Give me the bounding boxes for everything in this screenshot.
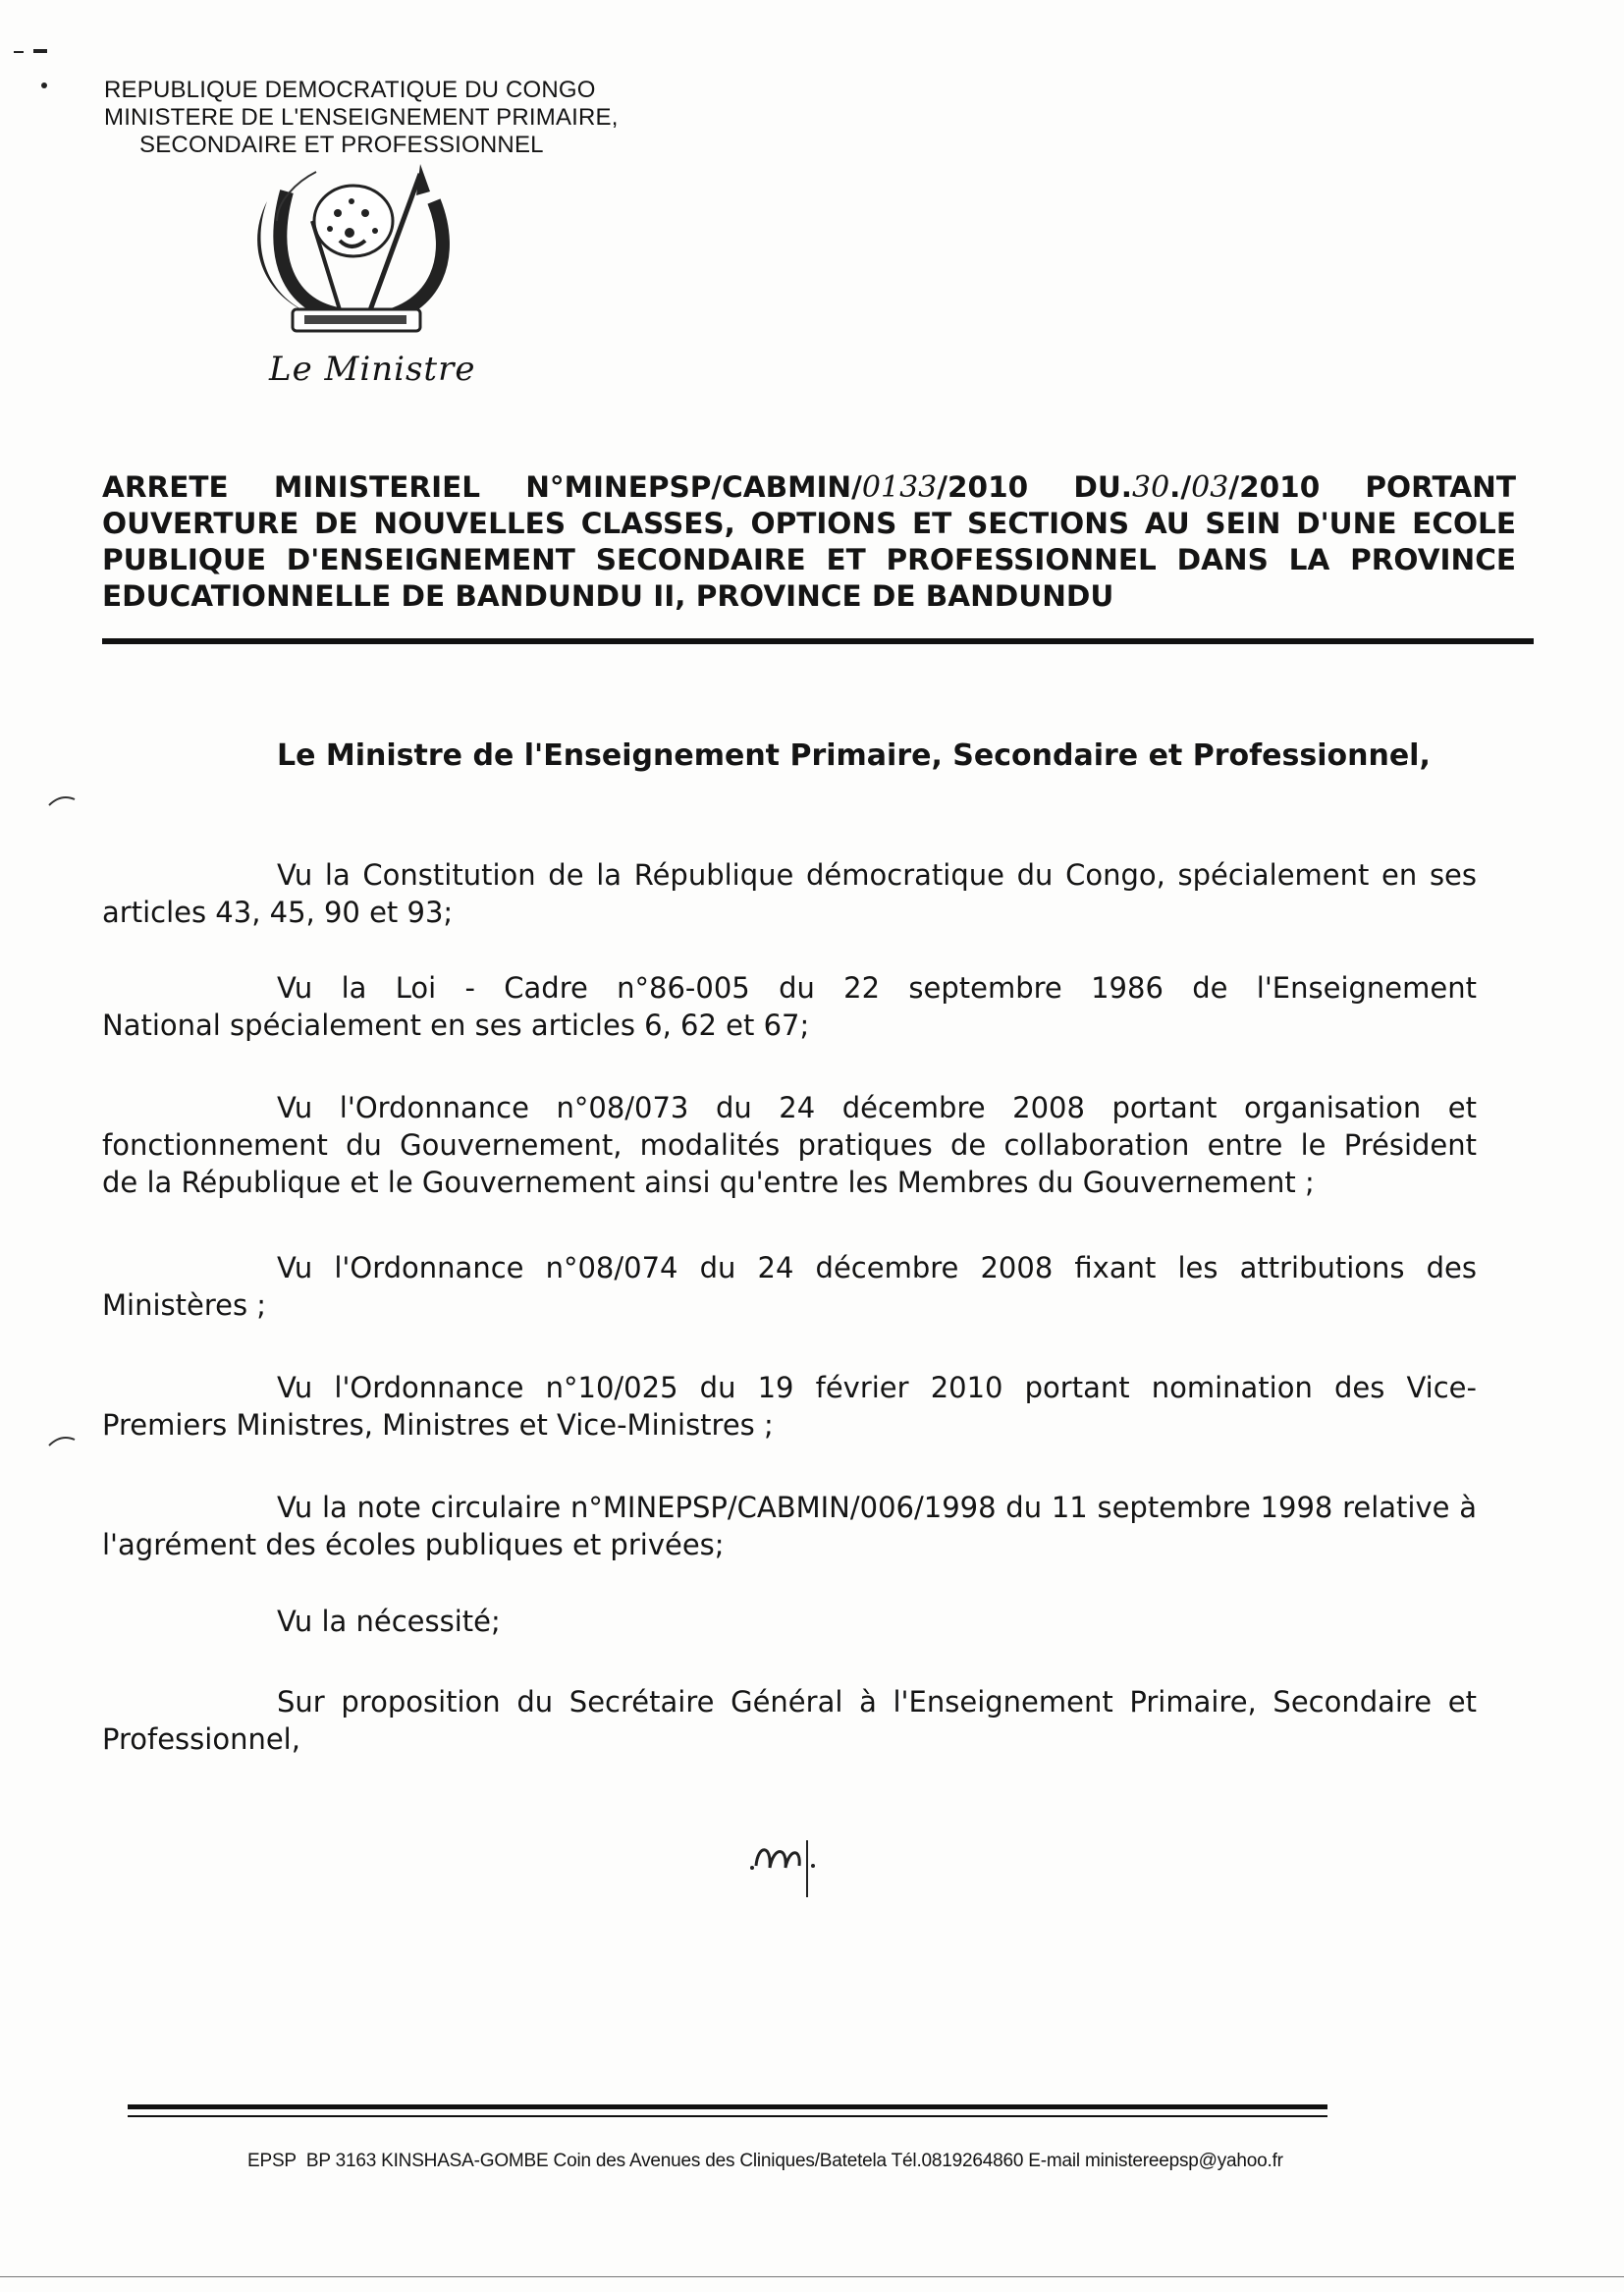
para-line: National spécialement en ses articles 6, 62 et 67; [102, 1009, 810, 1042]
para-line: articles 43, 45, 90 et 93; [102, 896, 454, 929]
para-line: Vu la Loi - Cadre n°86-005 du 22 septembre 1986 de l'Enseignement [277, 971, 1477, 1005]
decree-day-handwritten: 30 [1131, 470, 1170, 505]
para-line: Professionnel, [102, 1722, 300, 1756]
footer-address [247, 2151, 1283, 2172]
considerant-ordonnance-025 [102, 1369, 1477, 1444]
considerant-necessite [102, 1603, 1477, 1640]
para-line: Vu la note circulaire n°MINEPSP/CABMIN/006/1998 du 11 septembre 1998 relative à [277, 1491, 1477, 1524]
decree-title-line: PUBLIQUE D'ENSEIGNEMENT SECONDAIRE ET PROFESSIONNEL DANS LA PROVINCE [102, 543, 1516, 576]
considerant-loi-cadre [102, 969, 1477, 1044]
decree-ref-prefix: ARRETE MINISTERIEL N°MINEPSP/CABMIN/ [102, 470, 862, 504]
considerant-constitution [102, 856, 1477, 931]
footer-contact: BP 3163 KINSHASA-GOMBE Coin des Avenues des Cliniques/Batetela Tél.0819264860 E-mail ministereepsp@yahoo.fr [305, 2151, 1283, 2171]
para-line: Sur proposition du Secrétaire Général à l'Enseignement Primaire, Secondaire et [277, 1685, 1477, 1719]
decree-title-line [102, 469, 1516, 506]
title-divider [102, 638, 1534, 644]
para-line: fonctionnement du Gouvernement, modalités pratiques de collaboration entre le Président [102, 1128, 1477, 1162]
footer-prefix: EPSP [247, 2151, 297, 2171]
para-line: de la République et le Gouvernement ainsi qu'entre les Membres du Gouvernement ; [102, 1166, 1315, 1199]
footer-divider-thick [128, 2104, 1327, 2109]
scan-artifact [33, 49, 47, 53]
para-line: Vu l'Ordonnance n°08/074 du 24 décembre 2008 fixant les attributions des [277, 1251, 1477, 1284]
decree-title [102, 469, 1516, 615]
ministry-header [104, 77, 619, 159]
header-country: REPUBLIQUE DEMOCRATIQUE DU CONGO [104, 77, 596, 103]
para-line: Ministères ; [102, 1288, 267, 1322]
scan-artifact [47, 791, 77, 807]
header-ministry-cont: SECONDAIRE ET PROFESSIONNEL [139, 132, 544, 158]
page-bottom-edge [0, 2276, 1624, 2277]
decree-date-separator: ./ [1169, 470, 1192, 504]
decree-year-du: /2010 DU. [937, 470, 1132, 504]
decree-year-portant: /2010 PORTANT [1228, 470, 1516, 504]
para-line: l'agrément des écoles publiques et privées; [102, 1528, 725, 1561]
minister-signature-title: Le Ministre [269, 350, 476, 389]
para-line: Premiers Ministres, Ministres et Vice-Ministres ; [102, 1408, 774, 1442]
para-line: Vu la Constitution de la République démocratique du Congo, spécialement en ses [277, 858, 1477, 892]
decree-month-handwritten: 03 [1191, 470, 1229, 505]
handwritten-initials-icon [748, 1827, 827, 1905]
considerant-proposition [102, 1683, 1477, 1758]
minister-intro: Le Ministre de l'Enseignement Primaire, Secondaire et Professionnel, [277, 738, 1431, 773]
decree-title-line: EDUCATIONNELLE DE BANDUNDU II, PROVINCE DE BANDUNDU [102, 579, 1114, 613]
scan-artifact [47, 1432, 77, 1447]
para-line: Vu l'Ordonnance n°08/073 du 24 décembre 2008 portant organisation et [277, 1091, 1477, 1124]
scan-artifact [14, 51, 24, 53]
considerant-ordonnance-073 [102, 1089, 1477, 1201]
footer-divider-thin [128, 2115, 1327, 2117]
para-line: Vu la nécessité; [277, 1605, 501, 1638]
para-line: Vu l'Ordonnance n°10/025 du 19 février 2010 portant nomination des Vice- [277, 1371, 1477, 1404]
coat-of-arms-icon [228, 162, 483, 358]
scan-artifact [41, 82, 47, 88]
considerant-note-circulaire [102, 1489, 1477, 1563]
decree-number-handwritten: 0133 [861, 470, 938, 505]
decree-title-line: OUVERTURE DE NOUVELLES CLASSES, OPTIONS ET SECTIONS AU SEIN D'UNE ECOLE [102, 507, 1516, 540]
header-ministry: MINISTERE DE L'ENSEIGNEMENT PRIMAIRE, [104, 104, 619, 131]
considerant-ordonnance-074 [102, 1249, 1477, 1324]
